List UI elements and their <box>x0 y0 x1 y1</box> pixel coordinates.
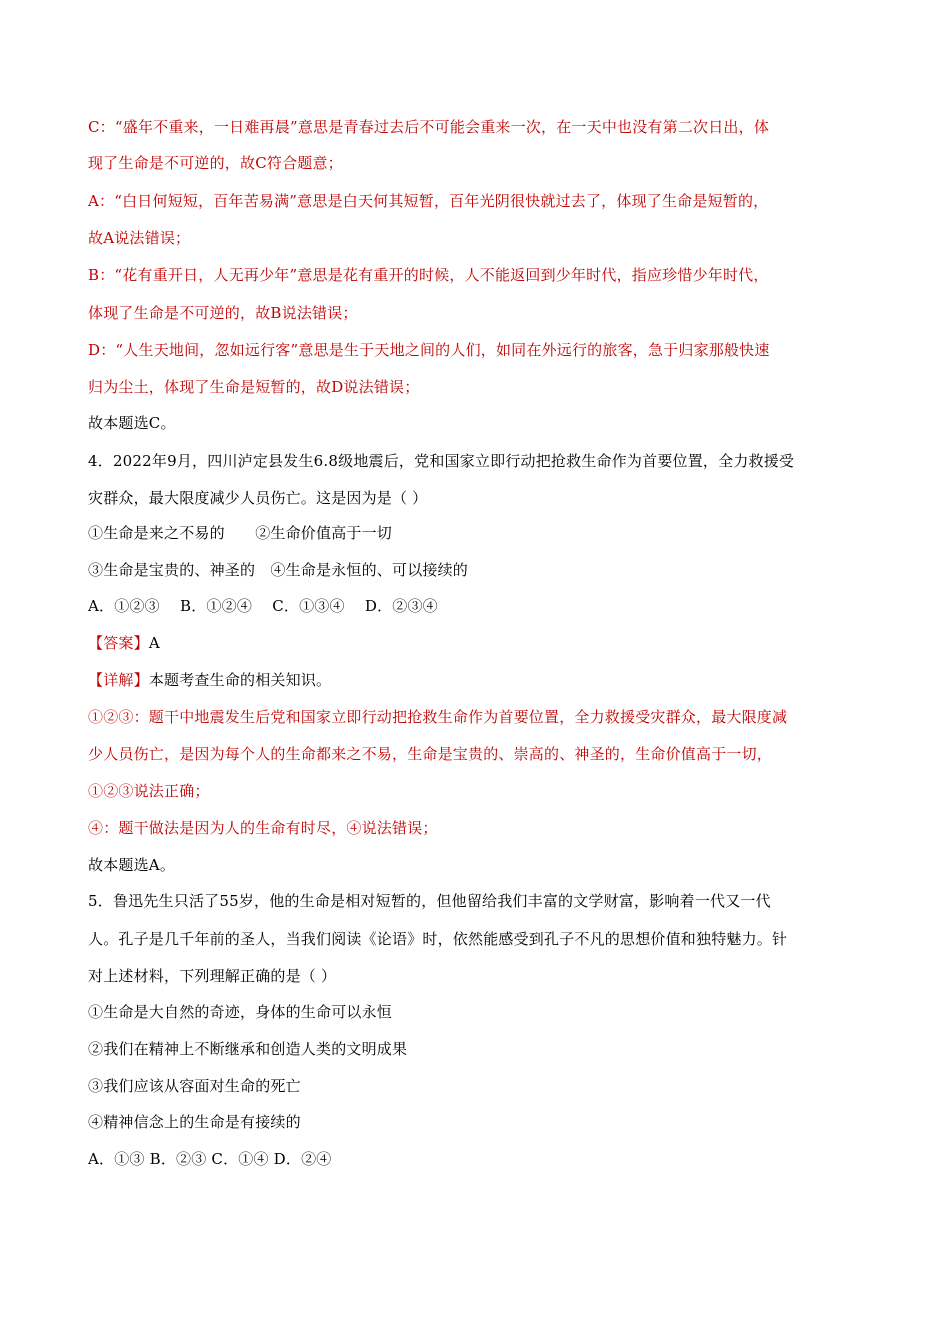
conclusion-line: 故本题选C。 <box>88 414 176 432</box>
question-4-options-12: ①生命是来之不易的 ②生命价值高于一切 <box>88 524 393 542</box>
question-4-line2: 灾群众，最大限度减少人员伤亡。这是因为是（ ） <box>88 489 428 507</box>
explanation-d-line1: D：“人生天地间，忽如远行客”意思是生于天地之间的人们，如同在外远行的旅客，急于归家那般快速 <box>88 341 770 359</box>
question-5-option1: ①生命是大自然的奇迹，身体的生命可以永恒 <box>88 1003 393 1021</box>
question-5-choices: A．①③ B．②③ C．①④ D．②④ <box>88 1150 332 1168</box>
explanation-a-line1: A：“白日何短短，百年苦易满”意思是白天何其短暂，百年光阴很快就过去了，体现了生命是短暂的， <box>88 192 769 210</box>
detail-text: 本题考查生命的相关知识。 <box>148 671 332 689</box>
question-4-options-34: ③生命是宝贵的、神圣的 ④生命是永恒的、可以接续的 <box>88 561 469 579</box>
question-4-answer <box>88 633 160 653</box>
explanation-a-line2: 故A说法错误； <box>88 229 191 247</box>
q4-analysis-line2: 少人员伤亡，是因为每个人的生命都来之不易，生命是宝贵的、崇高的、神圣的，生命价值高于一切， <box>88 745 773 763</box>
question-4-choices: A．①②③ B．①②④ C．①③④ D．②③④ <box>88 597 438 615</box>
question-4-detail <box>88 670 331 690</box>
q4-conclusion: 故本题选A。 <box>88 856 176 874</box>
q4-analysis-line4: ④：题干做法是因为人的生命有时尽，④说法错误； <box>88 819 438 837</box>
question-5-option3: ③我们应该从容面对生命的死亡 <box>88 1077 301 1095</box>
explanation-c-line2: 现了生命是不可逆的，故C符合题意； <box>88 154 343 172</box>
explanation-b-line1: B：“花有重开日，人无再少年”意思是花有重开的时候，人不能返回到少年时代，指应珍惜少年时代， <box>88 266 769 284</box>
question-4-line1: 4．2022年9月，四川泸定县发生6.8级地震后，党和国家立即行动把抢救生命作为首要位置，全力救援受 <box>88 452 795 470</box>
answer-value: A <box>148 634 160 652</box>
explanation-d-line2: 归为尘土，体现了生命是短暂的，故D说法错误； <box>88 378 420 396</box>
answer-tag: 【答案】 <box>88 634 149 652</box>
q4-analysis-line1: ①②③：题干中地震发生后党和国家立即行动把抢救生命作为首要位置，全力救援受灾群众，最大限度减 <box>88 708 788 726</box>
detail-tag: 【详解】 <box>88 671 149 689</box>
explanation-b-line2: 体现了生命是不可逆的，故B说法错误； <box>88 304 358 322</box>
question-5-line1: 5．鲁迅先生只活了55岁，他的生命是相对短暂的，但他留给我们丰富的文学财富，影响着一代又一代 <box>88 892 771 910</box>
question-5-line2: 人。孔子是几千年前的圣人，当我们阅读《论语》时，依然能感受到孔子不凡的思想价值和独特魅力。针 <box>88 930 788 948</box>
question-5-option2: ②我们在精神上不断继承和创造人类的文明成果 <box>88 1040 408 1058</box>
explanation-c-line1: C：“盛年不重来，一日难再晨”意思是青春过去后不可能会重来一次，在一天中也没有第二次日出，体 <box>88 118 770 136</box>
q4-analysis-line3: ①②③说法正确； <box>88 782 210 800</box>
question-5-option4: ④精神信念上的生命是有接续的 <box>88 1113 301 1131</box>
question-5-line3: 对上述材料，下列理解正确的是（ ） <box>88 967 337 985</box>
